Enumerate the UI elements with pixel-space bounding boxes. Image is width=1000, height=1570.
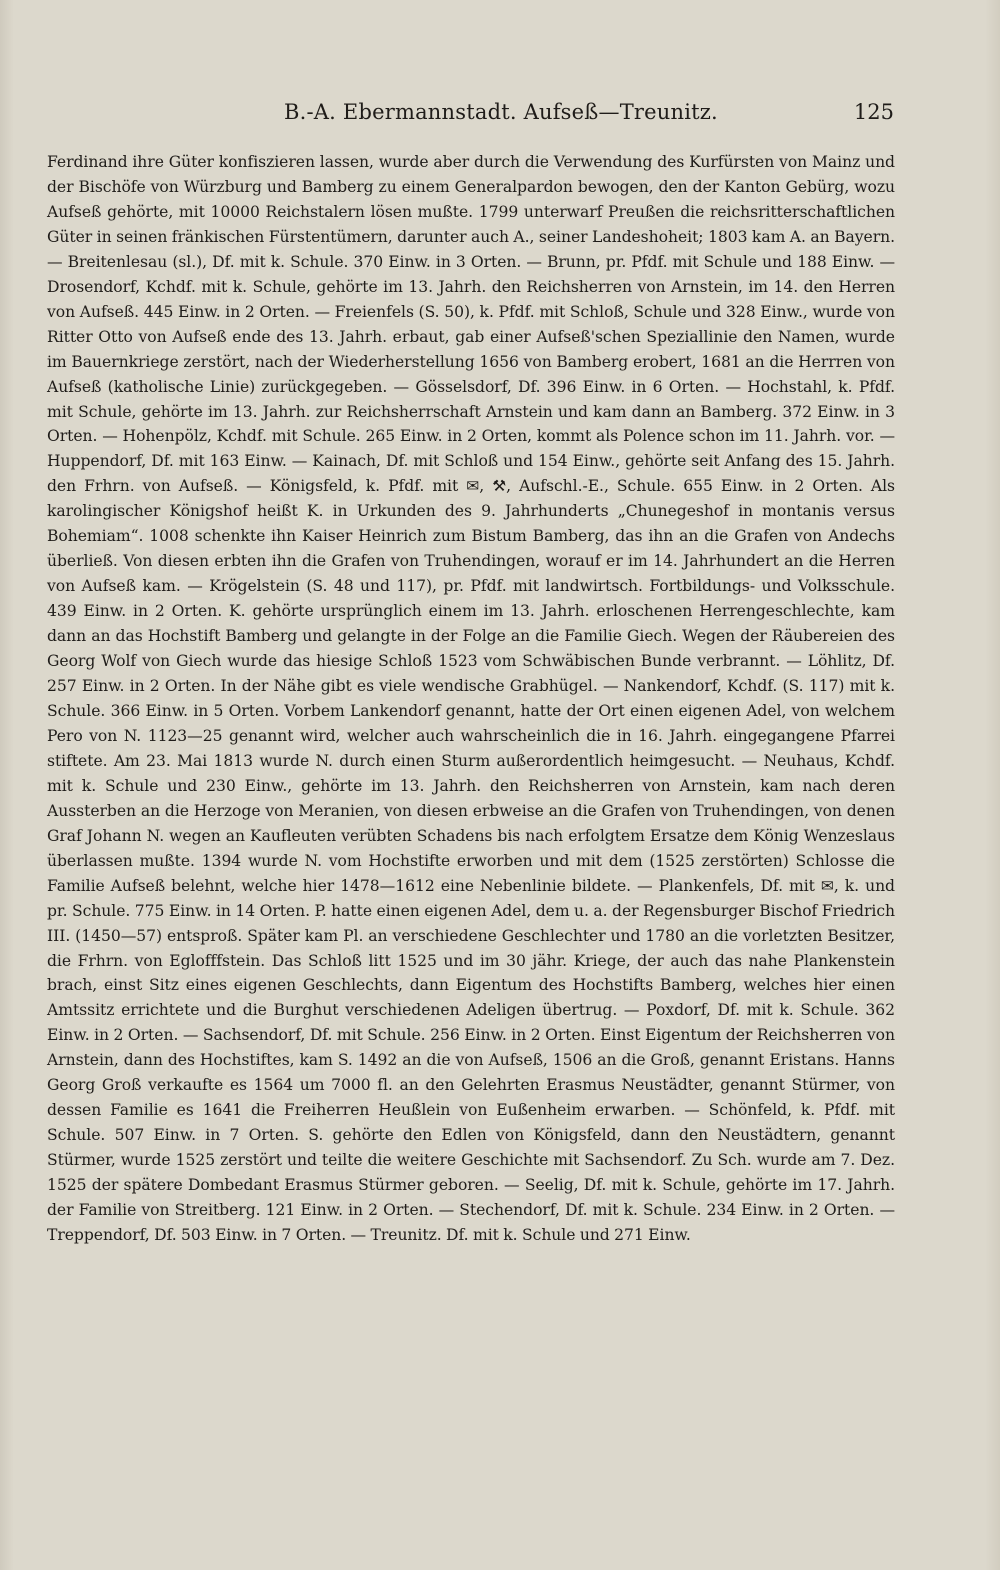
page-header bbox=[42, 92, 894, 132]
body-paragraph: Ferdinand ihre Güter konfiszieren lassen, wurde aber durch die Verwendung des Kurfürsten von Mainz und der Bischöfe von Würzburg und Bamberg zu einem Generalpardon bewogen, den der Kanton Gebürg, wozu Aufseß gehörte, mit 10000 Reichstalern lösen mußte. 1799 unterwarf Preußen die reichsritterschaftlichen Güter in seinen fränkischen Fürstentümern, darunter auch A., seiner Landeshoheit; 1803 kam A. an Bayern. — Breitenlesau (sl.), Df. mit k. Schule. 370 Einw. in 3 Orten. — Brunn, pr. Pfdf. mit Schule und 188 Einw. — Drosendorf, Kchdf. mit k. Schule, gehörte im 13. Jahrh. den Reichsherren von Arnstein, im 14. den Herren von Aufseß. 445 Einw. in 2 Orten. — Freienfels (S. 50), k. Pfdf. mit Schloß, Schule und 328 Einw., wurde von Ritter Otto von Aufseß ende des 13. Jahrh. erbaut, gab einer Aufseß'schen Speziallinie den Namen, wurde im Bauernkriege zerstört, nach der Wiederherstellung 1656 von Bamberg erobert, 1681 an die Herrren von Aufseß (katholische Linie) zurückgegeben. — Gösselsdorf, Df. 396 Einw. in 6 Orten. — Hochstahl, k. Pfdf. mit Schule, gehörte im 13. Jahrh. zur Reichsherrschaft Arnstein und kam dann an Bamberg. 372 Einw. in 3 Orten. — Hohenpölz, Kchdf. mit Schule. 265 Einw. in 2 Orten, kommt als Polence schon im 11. Jahrh. vor. — Huppendorf, Df. mit 163 Einw. — Kainach, Df. mit Schloß und 154 Einw., gehörte seit Anfang des 15. Jahrh. den Frhrn. von Aufseß. — Königsfeld, k. Pfdf. mit ✉, ⚒, Aufschl.-E., Schule. 655 Einw. in 2 Orten. Als karolingischer Königshof heißt K. in Urkunden des 9. Jahrhunderts „Chunegeshof in montanis versus Bohemiam“. 1008 schenkte ihn Kaiser Heinrich zum Bistum Bamberg, das ihn an die Grafen von Andechs überließ. Von diesen erbten ihn die Grafen von Truhendingen, worauf er im 14. Jahrhundert an die Herren von Aufseß kam. — Krögelstein (S. 48 und 117), pr. Pfdf. mit landwirtsch. Fortbildungs- und Volksschule. 439 Einw. in 2 Orten. K. gehörte ursprünglich einem im 13. Jahrh. erloschenen Herrengeschlechte, kam dann an das Hochstift Bamberg und gelangte in der Folge an die Familie Giech. Wegen der Räubereien des Georg Wolf von Giech wurde das hiesige Schloß 1523 vom Schwäbischen Bunde verbrannt. — Löhlitz, Df. 257 Einw. in 2 Orten. In der Nähe gibt es viele wendische Grabhügel. — Nankendorf, Kchdf. (S. 117) mit k. Schule. 366 Einw. in 5 Orten. Vorbem Lankendorf genannt, hatte der Ort einen eigenen Adel, von welchem Pero von N. 1123—25 genannt wird, welcher auch wahrscheinlich die in 16. Jahrh. eingegangene Pfarrei stiftete. Am 23. Mai 1813 wurde N. durch einen Sturm außerordentlich heimgesucht. — Neuhaus, Kchdf. mit k. Schule und 230 Einw., gehörte im 13. Jahrh. den Reichsherren von Arnstein, kam nach deren Aussterben an die Herzoge von Meranien, von diesen erbweise an die Grafen von Truhendingen, von denen Graf Johann N. wegen an Kaufleuten verübten Schadens bis nach erfolgtem Ersatze dem König Wenzeslaus überlassen mußte. 1394 wurde N. vom Hochstifte erworben und mit dem (1525 zerstörten) Schlosse die Familie Aufseß belehnt, welche hier 1478—1612 eine Nebenlinie bildete. — Plankenfels, Df. mit ✉, k. und pr. Schule. 775 Einw. in 14 Orten. P. hatte einen eigenen Adel, dem u. a. der Regensburger Bischof Friedrich III. (1450—57) entsproß. Später kam Pl. an verschiedene Geschlechter und 1780 an die vorletzten Besitzer, die Frhrn. von Eglofffstein. Das Schloß litt 1525 und im 30 jähr. Kriege, der auch das nahe Plankenstein brach, einst Sitz eines eigenen Geschlechts, dann Eigentum des Hochstifts Bamberg, welches hier einen Amtssitz errichtete und die Burghut verschiedenen Adeligen übertrug. — Poxdorf, Df. mit k. Schule. 362 Einw. in 2 Orten. — Sachsendorf, Df. mit Schule. 256 Einw. in 2 Orten. Einst Eigentum der Reichsherren von Arnstein, dann des Hochstiftes, kam S. 1492 an die von Aufseß, 1506 an die Groß, genannt Eristans. Hanns Georg Groß verkaufte es 1564 um 7000 fl. an den Gelehrten Erasmus Neustädter, genannt Stürmer, von dessen Familie es 1641 die Freiherren Heußlein von Eußenheim erwarben. — Schönfeld, k. Pfdf. mit Schule. 507 Einw. in 7 Orten. S. gehörte den Edlen von Königsfeld, dann den Neustädtern, genannt Stürmer, wurde 1525 zerstört und teilte die weitere Geschichte mit Sachsendorf. Zu Sch. wurde am 7. Dez. 1525 der spätere Dombedant Erasmus Stürmer geboren. — Seelig, Df. mit k. Schule, gehörte im 17. Jahrh. der Familie von Streitberg. 121 Einw. in 2 Orten. — Stechendorf, Df. mit k. Schule. 234 Einw. in 2 Orten. — Treppendorf, Df. 503 Einw. in 7 Orten. — Treunitz. Df. mit k. Schule und 271 Einw. bbox=[47, 153, 895, 1244]
page-number: 125 bbox=[853, 100, 894, 124]
running-head: B.-A. Ebermannstadt. Aufseß—Treunitz. bbox=[284, 100, 718, 124]
body-text bbox=[47, 150, 895, 1470]
